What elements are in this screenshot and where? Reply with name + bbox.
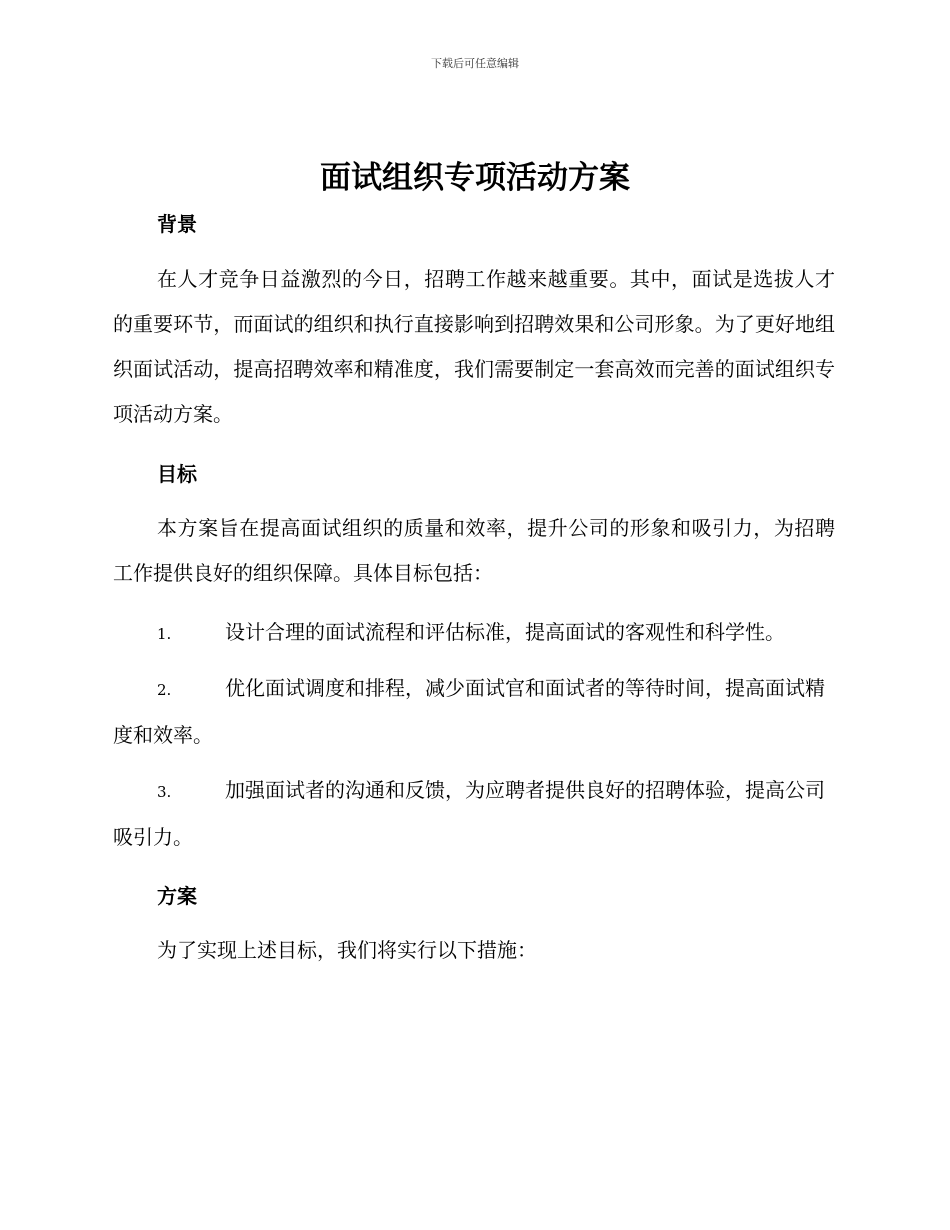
list-item-text: 优化面试调度和排程，减少面试官和面试者的等待时间，提高面试精度和效率。 (113, 676, 825, 747)
section-heading-goals: 目标 (157, 462, 197, 486)
page-header-note: 下载后可任意编辑 (431, 57, 519, 70)
goal-list-item (113, 666, 835, 758)
list-item-text: 设计合理的面试流程和评估标准，提高面试的客观性和科学性。 (225, 620, 785, 644)
list-item-number: 2. (157, 681, 172, 699)
list-item-number: 3. (157, 783, 172, 801)
goal-list-item (113, 610, 835, 657)
background-paragraph: 在人才竞争日益激烈的今日，招聘工作越来越重要。其中，面试是选拔人才的重要环节，而面试的组织和执行直接影响到招聘效果和公司形象。为了更好地组织面试活动，提高招聘效率和精准度，我们需要制定一套高效而完善的面试组织专项活动方案。 (113, 267, 835, 426)
goals-paragraph: 本方案旨在提高面试组织的质量和效率，提升公司的形象和吸引力，为招聘工作提供良好的组织保障。具体目标包括： (113, 516, 835, 585)
document-title: 面试组织专项活动方案 (320, 160, 630, 196)
list-item-number: 1. (157, 625, 172, 643)
goal-list-item (113, 768, 835, 860)
plan-paragraph: 为了实现上述目标，我们将实行以下措施： (157, 938, 537, 962)
section-heading-plan: 方案 (157, 884, 197, 908)
list-item-text: 加强面试者的沟通和反馈，为应聘者提供良好的招聘体验，提高公司吸引力。 (113, 778, 825, 849)
section-heading-background: 背景 (157, 212, 197, 236)
